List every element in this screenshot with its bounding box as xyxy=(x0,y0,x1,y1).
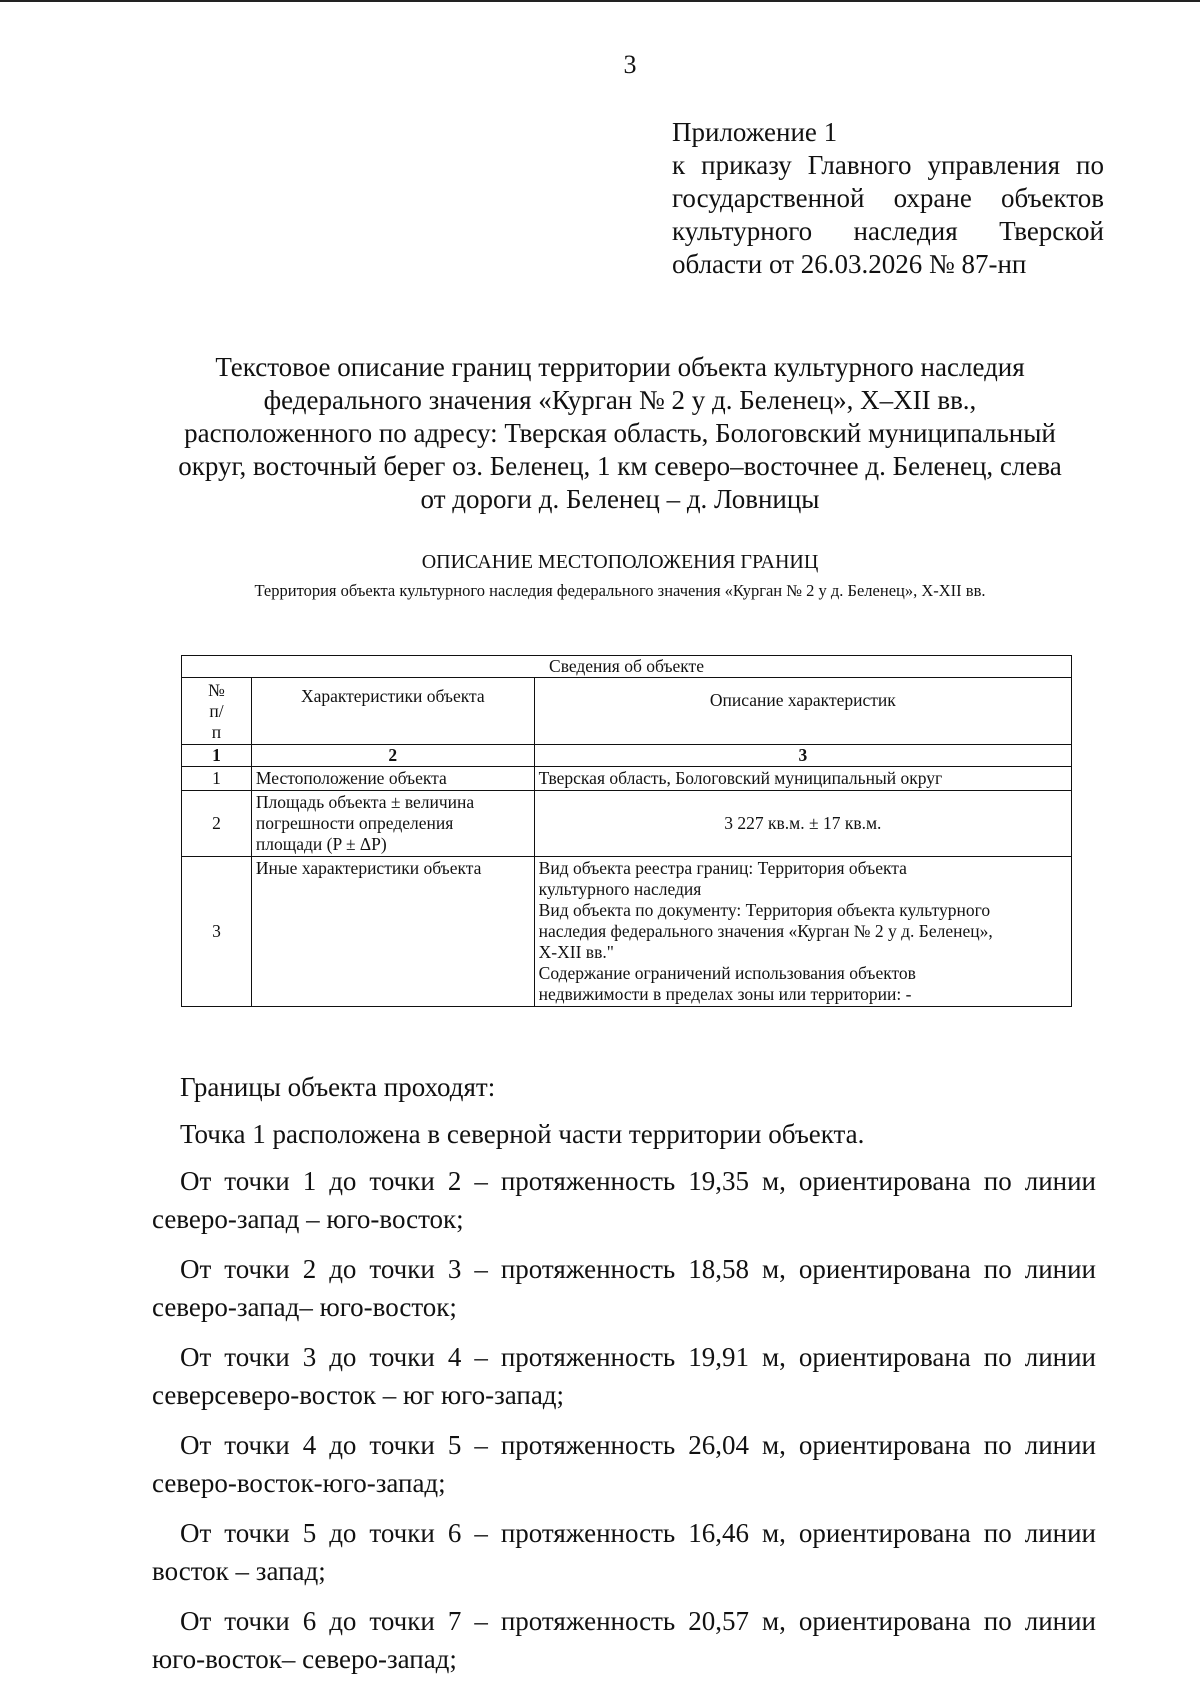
segment-line: От точки 3 до точки 4 – протяженность 19,91 м, ориентирована по линии xyxy=(180,1342,1096,1372)
appendix-line: области от 26.03.2026 № 87-нп xyxy=(672,249,1027,279)
header-num-line: п xyxy=(211,722,222,742)
column-number: 2 xyxy=(251,745,534,767)
characteristic-line: погрешности определения xyxy=(255,813,454,833)
table-caption: Сведения об объекте xyxy=(182,656,1072,678)
row-number: 1 xyxy=(182,767,252,791)
segment-direction: юго-восток– северо-запад; xyxy=(152,1644,457,1674)
table-column-numbers-row xyxy=(182,745,1072,767)
boundary-segment xyxy=(152,1602,1096,1678)
row-characteristic: Иные характеристики объекта xyxy=(251,857,534,1007)
row-description: 3 227 кв.м. ± 17 кв.м. xyxy=(534,791,1071,857)
title-line: от дороги д. Беленец – д. Ловницы xyxy=(420,484,820,514)
column-number: 3 xyxy=(534,745,1071,767)
title-line: расположенного по адресу: Тверская область, Бологовский муниципальный xyxy=(184,418,1056,448)
header-num-line: № xyxy=(208,680,225,700)
table-row xyxy=(182,857,1072,1007)
table-header-number xyxy=(182,678,252,745)
page-number: 3 xyxy=(623,50,637,79)
description-line: недвижимости в пределах зоны или территории: - xyxy=(538,984,912,1004)
table-header-row xyxy=(182,678,1072,745)
section-heading: ОПИСАНИЕ МЕСТОПОЛОЖЕНИЯ ГРАНИЦ xyxy=(421,551,819,573)
appendix-line: к приказу Главного управления по xyxy=(672,150,1104,180)
characteristic-line: площади (P ± ΔP) xyxy=(255,834,387,854)
section-subheading: Территория объекта культурного наследия федерального значения «Курган № 2 у д. Беленец», X-XII вв. xyxy=(254,581,986,600)
segment-line: От точки 4 до точки 5 – протяженность 26,04 м, ориентирована по линии xyxy=(180,1430,1096,1460)
segment-direction: северо-восток-юго-запад; xyxy=(152,1468,446,1498)
segment-line: От точки 6 до точки 7 – протяженность 20,57 м, ориентирована по линии xyxy=(180,1606,1096,1636)
title-line: округ, восточный берег оз. Беленец, 1 км северо–восточнее д. Беленец, слева xyxy=(178,451,1062,481)
table-caption-row xyxy=(182,656,1072,678)
row-number: 3 xyxy=(182,857,252,1007)
segment-line: От точки 2 до точки 3 – протяженность 18,58 м, ориентирована по линии xyxy=(180,1254,1096,1284)
description-line: наследия федерального значения «Курган № 2 у д. Беленец», xyxy=(538,921,993,941)
segment-direction: северсеверо-восток – юг юго-запад; xyxy=(152,1380,565,1410)
segment-line: От точки 5 до точки 6 – протяженность 16,46 м, ориентирована по линии xyxy=(180,1518,1096,1548)
title-line: Текстовое описание границ территории объекта культурного наследия xyxy=(215,352,1025,382)
header-num-line: п/ xyxy=(209,701,224,721)
boundary-segment xyxy=(152,1338,1096,1414)
row-description: Тверская область, Бологовский муниципальный округ xyxy=(534,767,1071,791)
description-line: Вид объекта реестра границ: Территория объекта xyxy=(538,858,907,878)
row-characteristic xyxy=(251,791,534,857)
segment-direction: северо-запад– юго-восток; xyxy=(152,1292,457,1322)
boundary-segment xyxy=(152,1250,1096,1326)
object-info-table xyxy=(181,655,1072,1007)
row-description xyxy=(534,857,1071,1007)
segment-direction: северо-запад – юго-восток; xyxy=(152,1204,464,1234)
boundary-segment xyxy=(152,1162,1096,1238)
boundary-description xyxy=(152,1068,1096,1690)
segment-direction: восток – запад; xyxy=(152,1556,326,1586)
appendix-line: Приложение 1 xyxy=(672,117,838,147)
table-row xyxy=(182,767,1072,791)
appendix-line: государственной охране объектов xyxy=(672,183,1104,213)
description-line: культурного наследия xyxy=(538,879,702,899)
table-header-characteristic: Характеристики объекта xyxy=(251,678,534,745)
description-line: X-XII вв." xyxy=(538,942,614,962)
description-line: Содержание ограничений использования объектов xyxy=(538,963,916,983)
table-row xyxy=(182,791,1072,857)
boundary-segment xyxy=(152,1514,1096,1590)
row-characteristic: Местоположение объекта xyxy=(251,767,534,791)
characteristic-line: Площадь объекта ± величина xyxy=(255,792,475,812)
appendix-block xyxy=(672,116,1104,281)
table-header-description: Описание характеристик xyxy=(534,678,1071,745)
appendix-line: культурного наследия Тверской xyxy=(672,216,1104,246)
boundary-segment xyxy=(152,1426,1096,1502)
segment-line: От точки 1 до точки 2 – протяженность 19,35 м, ориентирована по линии xyxy=(180,1166,1096,1196)
boundary-intro: Границы объекта проходят: xyxy=(180,1072,496,1102)
boundary-point1: Точка 1 расположена в северной части территории объекта. xyxy=(180,1119,865,1149)
document-title xyxy=(140,351,1100,516)
description-line: Вид объекта по документу: Территория объекта культурного xyxy=(538,900,991,920)
page-top-edge xyxy=(0,0,1200,2)
title-line: федерального значения «Курган № 2 у д. Беленец», X–XII вв., xyxy=(263,385,977,415)
row-number: 2 xyxy=(182,791,252,857)
column-number: 1 xyxy=(182,745,252,767)
